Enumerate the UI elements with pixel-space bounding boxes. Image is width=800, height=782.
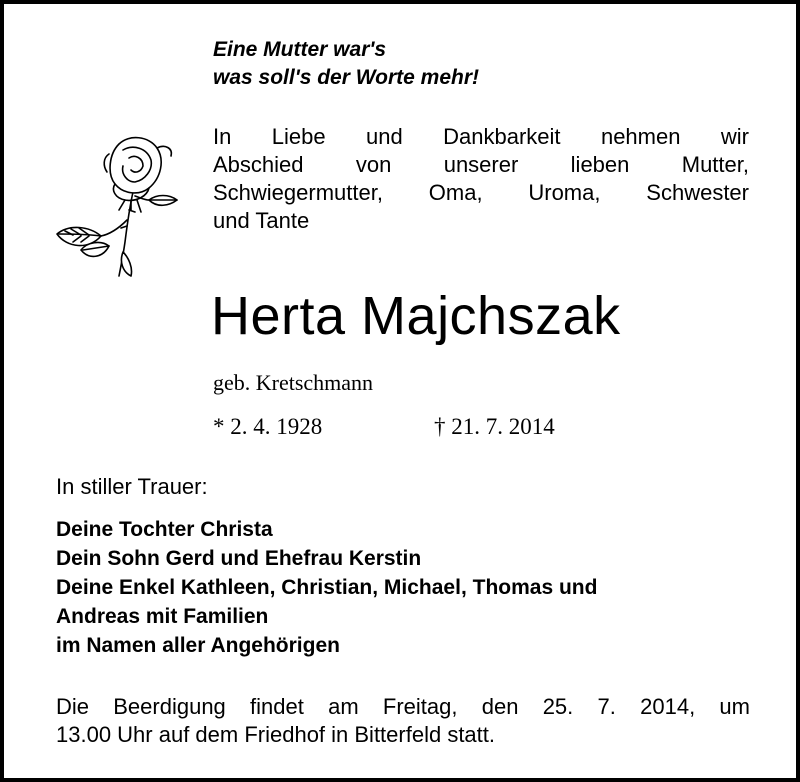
birth-date: * 2. 4. 1928 [213, 414, 323, 439]
intro-line-4: und Tante [213, 208, 310, 233]
family-line: Dein Sohn Gerd und Ehefrau Kerstin [56, 547, 422, 570]
intro-text [213, 123, 749, 235]
motto-line-2: was soll's der Worte mehr! [213, 66, 480, 89]
motto-line-1: Eine Mutter war's [213, 38, 387, 61]
family-line: Deine Tochter Christa [56, 518, 273, 541]
deceased-name: Herta Majchszak [211, 286, 621, 346]
death-date: † 21. 7. 2014 [434, 414, 555, 439]
family-line: im Namen aller Angehörigen [56, 634, 340, 657]
rose-icon [49, 130, 189, 278]
intro-line-3: Schwiegermutter, Oma, Uroma, Schwester [213, 180, 749, 205]
family-line: Deine Enkel Kathleen, Christian, Michael, Thomas und [56, 576, 598, 599]
family-list [56, 515, 597, 660]
funeral-line-1: Die Beerdigung findet am Freitag, den 25. 7. 2014, um [56, 694, 750, 719]
funeral-notice [56, 693, 750, 749]
mourning-label: In stiller Trauer: [56, 474, 208, 499]
family-line: Andreas mit Familien [56, 605, 269, 628]
motto [213, 36, 479, 92]
intro-line-1: In Liebe und Dankbarkeit nehmen wir [213, 124, 749, 149]
funeral-line-2: 13.00 Uhr auf dem Friedhof in Bitterfeld statt. [56, 722, 496, 747]
intro-line-2: Abschied von unserer lieben Mutter, [213, 152, 749, 177]
maiden-name: geb. Kretschmann [213, 370, 374, 395]
